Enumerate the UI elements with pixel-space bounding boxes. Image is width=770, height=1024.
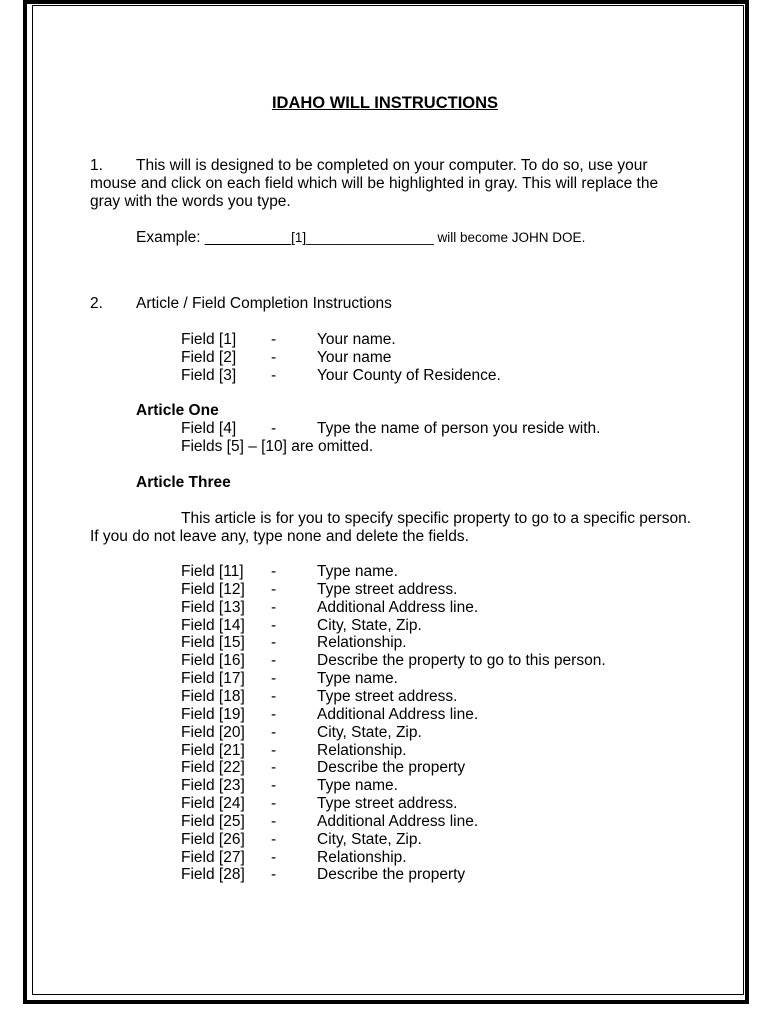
field-label: Field [20] — [181, 723, 245, 741]
field-description: Type name. — [317, 563, 398, 580]
field-label: Field [1] — [181, 331, 237, 348]
field-label: Field [15] — [181, 634, 245, 652]
field-description: Additional Address line. — [317, 705, 479, 723]
document-title: IDAHO WILL INSTRUCTIONS — [271, 94, 499, 112]
field-dash: - — [271, 741, 277, 759]
field-dash: - — [271, 777, 277, 795]
field-label: Field [18] — [181, 687, 245, 705]
field-label: Field [19] — [181, 705, 245, 723]
field-description: Relationship. — [317, 741, 407, 759]
field-label: Field [2] — [181, 348, 237, 366]
field-dash: - — [271, 759, 277, 777]
section-1-line-1: This will is designed to be completed on your computer. To do so, use your — [136, 157, 648, 174]
field-dash: - — [271, 366, 277, 384]
field-label: Field [26] — [181, 830, 245, 848]
field-description: Describe the property — [317, 866, 466, 884]
field-dash: - — [271, 652, 277, 670]
field-description: City, State, Zip. — [317, 830, 422, 848]
example-field: [1]_________________ — [291, 230, 434, 245]
field-dash: - — [271, 812, 277, 830]
field-label: Field [22] — [181, 759, 245, 777]
field-label: Field [25] — [181, 812, 245, 830]
field-label: Field [14] — [181, 616, 245, 634]
field-dash: - — [271, 634, 277, 652]
field-description: Your name — [317, 348, 392, 366]
field-label: Field [13] — [181, 598, 245, 616]
field-label: Field [28] — [181, 866, 245, 884]
field-dash: - — [271, 348, 277, 366]
section-2-heading: Article / Field Completion Instructions — [136, 295, 392, 312]
section-1-line-2: mouse and click on each field which will be highlighted in gray. This will replace the — [90, 175, 659, 192]
fields-omitted-note: Fields [5] – [10] are omitted. — [181, 438, 374, 455]
field-dash: - — [271, 331, 277, 348]
field-description: Describe the property — [317, 759, 466, 777]
field-label: Field [24] — [181, 795, 245, 813]
field-label: Field [3] — [181, 366, 237, 384]
example-label: Example: __________ — [136, 229, 292, 246]
article-three-paragraph-line-2: If you do not leave any, type none and delete the fields. — [90, 528, 469, 545]
field-dash: - — [271, 670, 277, 688]
section-1-line-3: gray with the words you type. — [90, 193, 291, 210]
field-description: Type the name of person you reside with. — [317, 420, 601, 437]
field-dash: - — [271, 723, 277, 741]
field-description: Additional Address line. — [317, 598, 479, 616]
field-dash: - — [271, 420, 277, 437]
field-label: Field [23] — [181, 777, 245, 795]
field-description: Relationship. — [317, 634, 407, 652]
article-one-heading: Article One — [136, 402, 219, 419]
field-dash: - — [271, 563, 277, 580]
section-1-number: 1. — [90, 157, 103, 174]
field-description: Type name. — [317, 777, 398, 795]
field-dash: - — [271, 705, 277, 723]
section-2-number: 2. — [90, 295, 103, 312]
field-description: Additional Address line. — [317, 812, 479, 830]
field-description: Type name. — [317, 670, 398, 688]
field-description: Type street address. — [317, 795, 458, 813]
field-label: Field [17] — [181, 670, 245, 688]
field-description: Your County of Residence. — [317, 366, 501, 384]
field-description: City, State, Zip. — [317, 723, 422, 741]
field-label: Field [16] — [181, 652, 245, 670]
field-description: Type street address. — [317, 687, 458, 705]
field-dash: - — [271, 830, 277, 848]
field-dash: - — [271, 848, 277, 866]
field-description: Relationship. — [317, 848, 407, 866]
field-label: Field [27] — [181, 848, 245, 866]
field-dash: - — [271, 580, 277, 598]
field-label: Field [4] — [181, 420, 237, 437]
field-dash: - — [271, 795, 277, 813]
field-dash: - — [271, 616, 277, 634]
field-description: Your name. — [317, 331, 396, 348]
example-result: will become JOHN DOE. — [433, 230, 586, 245]
field-description: City, State, Zip. — [317, 616, 422, 634]
field-label: Field [21] — [181, 741, 245, 759]
field-label: Field [11] — [181, 563, 244, 580]
field-dash: - — [271, 598, 277, 616]
field-label: Field [12] — [181, 580, 245, 598]
article-three-heading: Article Three — [136, 474, 231, 491]
field-description: Type street address. — [317, 580, 458, 598]
example-line — [136, 229, 585, 247]
field-dash: - — [271, 687, 277, 705]
field-dash: - — [271, 866, 277, 884]
article-three-paragraph-line-1: This article is for you to specify specific property to go to a specific person. — [181, 510, 692, 527]
field-description: Describe the property to go to this person. — [317, 652, 606, 670]
